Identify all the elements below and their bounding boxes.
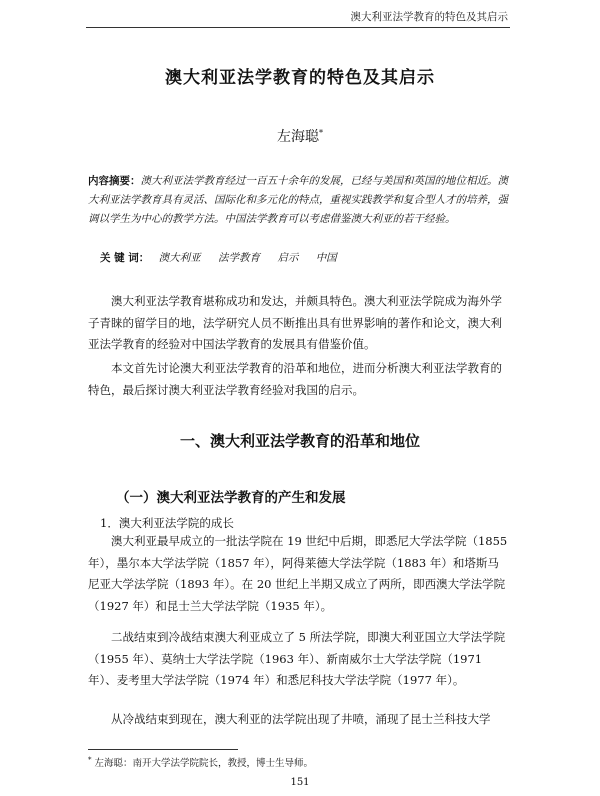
- subsection-heading: （一）澳大利亚法学教育的产生和发展: [116, 490, 346, 506]
- page-number: 151: [290, 777, 310, 788]
- footnote-rule: [88, 749, 238, 750]
- keyword: 启示: [277, 252, 299, 264]
- keyword: 澳大利亚: [158, 252, 201, 264]
- paper-title: 澳大利亚法学教育的特色及其启示: [165, 68, 435, 88]
- intro-paragraph-1: 澳大利亚法学教育堪称成功和发达，并颇具特色。澳大利亚法学院成为海外学子青睐的留学目的地，法学研究人员不断推出具有世界影响的著作和论文，澳大利亚法学教育的经验对中国法学教育的发展具有借鉴价值。: [88, 294, 502, 351]
- abstract-label: 内容摘要：: [88, 175, 141, 187]
- footnote: [88, 755, 313, 769]
- footnote-text: 左海聪：南开大学法学院院长，教授，博士生导师。: [94, 758, 314, 769]
- author-name: 左海聪: [277, 129, 319, 145]
- abstract-text: 澳大利亚法学教育经过一百五十余年的发展，已经与美国和英国的地位相近。澳大利亚法学教育具有灵活、国际化和多元化的特点，重视实践教学和复合型人才的培养，强调以学生为中心的教学方法。中国法学教育可以考虑借鉴澳大利亚的若干经验。: [88, 175, 508, 225]
- section-heading: 一、澳大利亚法学教育的沿革和地位: [179, 432, 420, 450]
- keywords: [100, 250, 351, 265]
- intro-paragraph-2: 本文首先讨论澳大利亚法学教育的沿革和地位，进而分析澳大利亚法学教育的特色，最后探讨澳大利亚法学教育经验对我国的启示。: [88, 361, 502, 397]
- item-heading: 1．澳大利亚法学院的成长: [100, 516, 234, 530]
- author: [0, 126, 600, 146]
- body-paragraph-3: 从冷战结束到现在，澳大利亚的法学院出现了井喷，涌现了昆士兰科技大学: [111, 712, 491, 726]
- footnote-mark: *: [88, 755, 92, 764]
- keyword: 法学教育: [218, 252, 260, 264]
- header-rule: [86, 27, 510, 28]
- body-paragraph-1: 澳大利亚最早成立的一批法学院在 19 世纪中后期，即悉尼大学法学院（1855 年），墨尔本大学法学院（1857 年），阿得莱德大学法学院（1883 年）和塔斯马尼亚大学法学院（1893 年）。在 20 世纪上半期又成立了两所，即西澳大学法学院（1927 年）和昆士兰大学法学院（1935 年）。: [88, 534, 508, 613]
- keywords-label: 关 键 词：: [100, 252, 150, 264]
- abstract: [88, 172, 508, 229]
- body-paragraph-2: 二战结束到冷战结束澳大利亚成立了 5 所法学院，即澳大利亚国立大学法学院（1955 年）、莫纳士大学法学院（1963 年）、新南威尔士大学法学院（1971 年）、麦考里大学法学院（1974 年）和悉尼科技大学法学院（1977 年）。: [88, 630, 506, 687]
- keyword: 中国: [315, 252, 337, 264]
- author-footnote-mark: *: [319, 128, 323, 138]
- running-header: 澳大利亚法学教育的特色及其启示: [350, 11, 508, 23]
